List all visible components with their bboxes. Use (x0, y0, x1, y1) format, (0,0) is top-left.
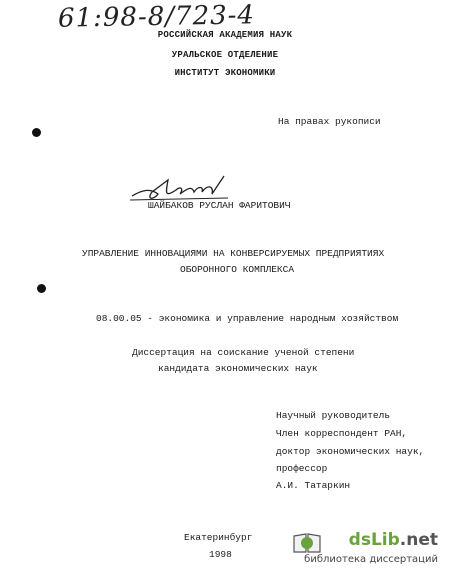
author-name: ШАЙБАКОВ РУСЛАН ФАРИТОВИЧ (148, 200, 291, 211)
watermark-logo: dsLib.net (348, 530, 438, 550)
specialty-code: 08.00.05 - экономика и управление народным хозяйством (96, 313, 399, 324)
footer-year: 1998 (209, 549, 232, 560)
library-book-icon (292, 532, 322, 554)
header-academy: РОССИЙСКАЯ АКАДЕМИЯ НАУК (157, 30, 293, 40)
degree-line-1: Диссертация на соискание ученой степени (132, 347, 355, 358)
advisor-role: Научный руководитель (276, 410, 391, 421)
watermark-subtitle: библиотека диссертаций (304, 554, 438, 565)
advisor-title-1: Член корреспондент РАН, (276, 428, 408, 439)
header-institute: ИНСТИТУТ ЭКОНОМИКИ (174, 68, 276, 78)
handwritten-catalog-number: 61:98-8/723-4 (57, 0, 256, 34)
advisor-name: А.И. Татаркин (276, 480, 351, 491)
header-branch: УРАЛЬСКОЕ ОТДЕЛЕНИЕ (171, 50, 279, 60)
watermark (304, 530, 438, 570)
advisor-title-3: профессор (276, 463, 328, 474)
hole-punch-top (32, 128, 41, 137)
dissertation-title-line-2: ОБОРОННОГО КОМПЛЕКСА (180, 264, 295, 275)
advisor-title-2: доктор экономических наук, (276, 446, 425, 457)
rights-note: На правах рукописи (278, 116, 381, 127)
footer-city: Екатеринбург (184, 532, 253, 543)
dissertation-title-line-1: УПРАВЛЕНИЕ ИННОВАЦИЯМИ НА КОНВЕРСИРУЕМЫХ ПРЕДПРИЯТИЯХ (82, 248, 385, 259)
hole-punch-middle (37, 284, 46, 293)
degree-line-2: кандидата экономических наук (158, 363, 318, 374)
